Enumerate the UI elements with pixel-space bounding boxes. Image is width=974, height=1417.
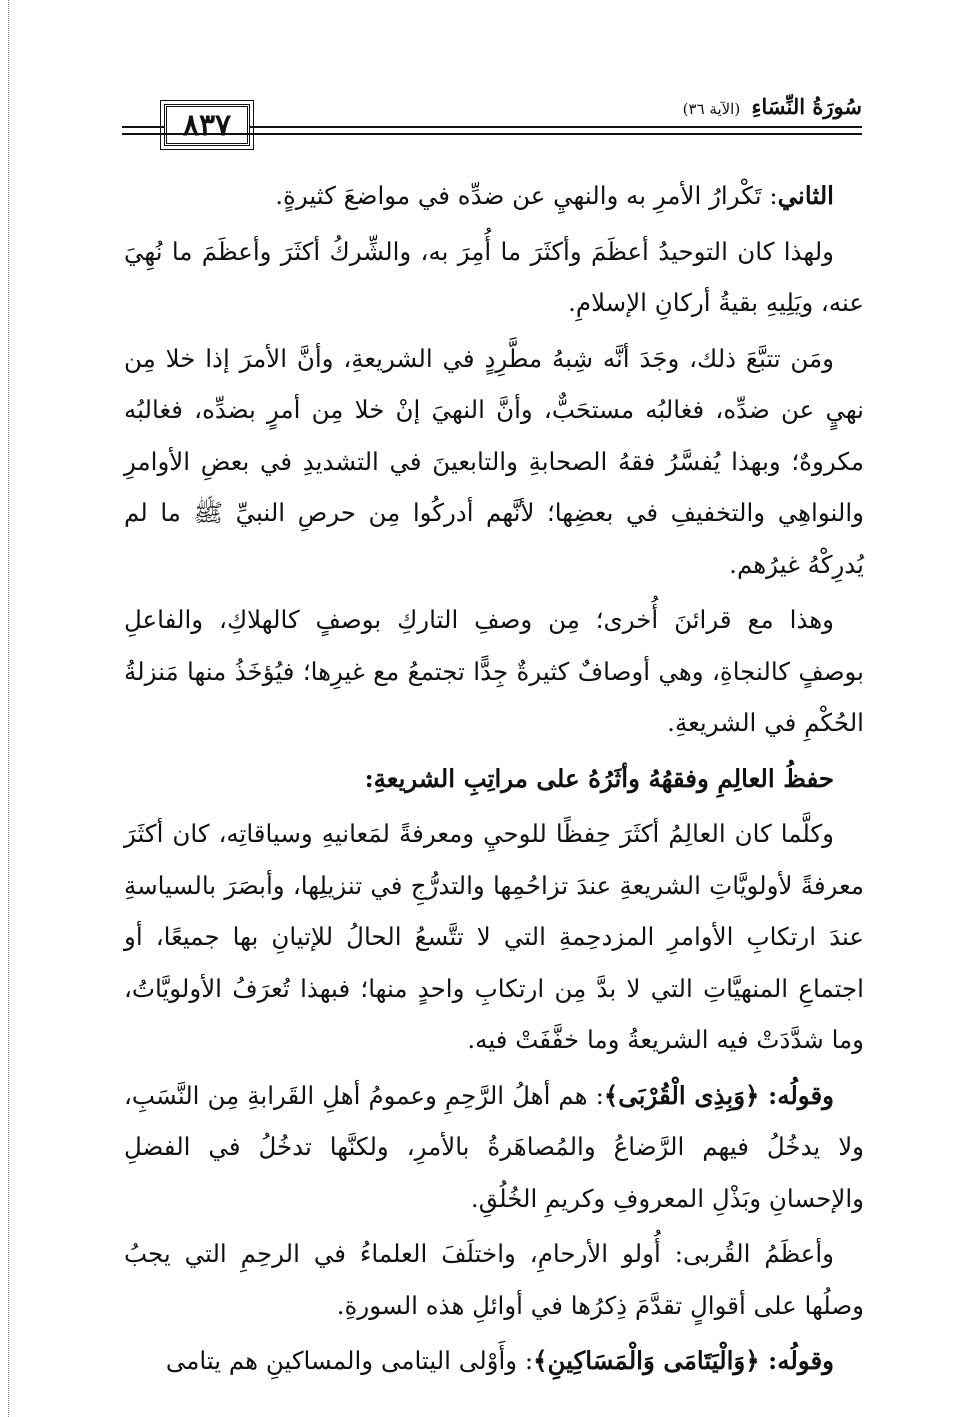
paragraph-7: وأعظَمُ القُربى: أُولو الأرحامِ، واختلَفَ العلماءُ في الرحِمِ التي يجبُ وصلُها على أقوالٍ تقدَّمَ ذِكرُها في أوائلِ هذه السورةِ. (124, 1239, 864, 1320)
header-rule-top (250, 126, 862, 128)
verse-reference: (الآية ٣٦) (682, 100, 741, 118)
page-body (124, 170, 864, 1391)
paragraph-text: : وأَوْلى اليتامى والمساكينِ هم يتامى (165, 1346, 534, 1375)
paragraph-5: وكلَّما كان العالِمُ أكثَرَ حِفظًا للوحيِ ومعرفةً لمَعانيهِ وسياقاتِه، كان أكثَرَ معرفةً لأولويَّاتِ الشريعةِ عندَ تزاحُمِها والتدرُّجِ في تنزيلِها، وأبصَرَ بالسياسةِ عندَ ارتكابِ الأوامرِ المزدحِمةِ التي لا تتَّسعُ الحالُ للإتيانِ بها جميعًا، أو اجتماعِ المنهيَّاتِ التي لا بدَّ مِن ارتكابِ واحدٍ منها؛ فبهذا تُعرَفُ الأولويَّاتُ، وما شدَّدَتْ فيه الشريعةُ وما خفَّفَتْ فيه. (124, 819, 864, 1054)
surah-title (675, 94, 862, 119)
paragraph-text: : تَكْرارُ الأمرِ به والنهيِ عن ضدِّه في مواضعَ كثيرةٍ. (275, 181, 778, 210)
header-rule-left (122, 126, 164, 128)
quran-quote: ﴿وَالْيَتَامَى وَالْمَسَاكِينِ﴾ (533, 1346, 760, 1375)
paragraph-lead: وقولُه (777, 1346, 834, 1375)
section-heading: حفظُ العالِمِ وفقهُهُ وأثَرُهُ على مراتِبِ الشريعةِ: (364, 763, 834, 793)
paragraph-3: ومَن تتبَّعَ ذلك، وجَدَ أنَّه شِبهُ مطَّرِدٍ في الشريعةِ، وأنَّ الأمرَ إذا خلا مِن نهيٍ عن ضدِّه، فغالبُه مستحَبٌّ، وأنَّ النهيَ إنْ خلا مِن أمرٍ بضدِّه، فغالبُه مكروهٌ؛ وبهذا يُفسَّرُ فقهُ الصحابةِ والتابعينَ في التشديدِ في بعضِ الأوامرِ والنواهِي والتخفيفِ في بعضِها؛ لأنَّهم أدركُوا مِن حرصِ النبيِّ ﷺ ما لم يُدرِكْهُ غيرُهم. (124, 343, 864, 579)
quran-quote: ﴿وَبِذِى الْقُرْبَى﴾ (603, 1080, 760, 1110)
page-edge (0, 0, 9, 1417)
paragraph-2: ولهذا كان التوحيدُ أعظَمَ وأكثَرَ ما أُمِرَ به، والشِّركُ أكثَرَ وأعظَمَ ما نُهِيَ عنه، ويَلِيهِ بقيةُ أركانِ الإسلامِ. (124, 236, 864, 317)
page-number: ٨٣٧ (164, 104, 250, 146)
paragraph-lead: الثاني (777, 181, 834, 210)
surah-name: سُورَةُ النِّسَاءِ (751, 94, 862, 119)
paragraph-6: وقولُه: ﴿وَبِذِى الْقُرْبَى﴾: هم أهلُ الرَّحِمِ وعمومُ أهلِ القَرابةِ مِن النَّسَبِ، ولا يدخُلُ فيهم الرَّضاعُ والمُصاهَرةُ بالأمرِ، ولكنَّها تدخُلُ في الفضلِ والإحسانِ وبَذْلِ المعروفِ وكريمِ الخُلُقِ. (124, 1080, 864, 1213)
paragraph-lead: وقولُه (777, 1080, 834, 1110)
paragraph-1 (124, 170, 864, 222)
paragraph-text: : هم أهلُ الرَّحِمِ وعمومُ أهلِ القَرابةِ مِن النَّسَبِ، ولا يدخُلُ فيهم الرَّضاعُ والمُصاهَرةُ بالأمرِ، ولكنَّها تدخُلُ في الفضلِ والإحسانِ وبَذْلِ المعروفِ وكريمِ الخُلُقِ. (124, 1080, 864, 1213)
paragraph-4: وهذا مع قرائنَ أُخرى؛ مِن وصفِ التاركِ بوصفٍ كالهلاكِ، والفاعلِ بوصفٍ كالنجاةِ، وهي أوصافٌ كثيرةٌ جِدًّا تجتمعُ مع غيرِها؛ فيُؤخَذُ منها مَنزلةُ الحُكْمِ في الشريعةِ. (124, 605, 864, 737)
page-header (122, 94, 862, 152)
paragraph-8: وقولُه: ﴿وَالْيَتَامَى وَالْمَسَاكِينِ﴾: وأَوْلى اليتامى والمساكينِ هم يتامى (165, 1346, 834, 1375)
